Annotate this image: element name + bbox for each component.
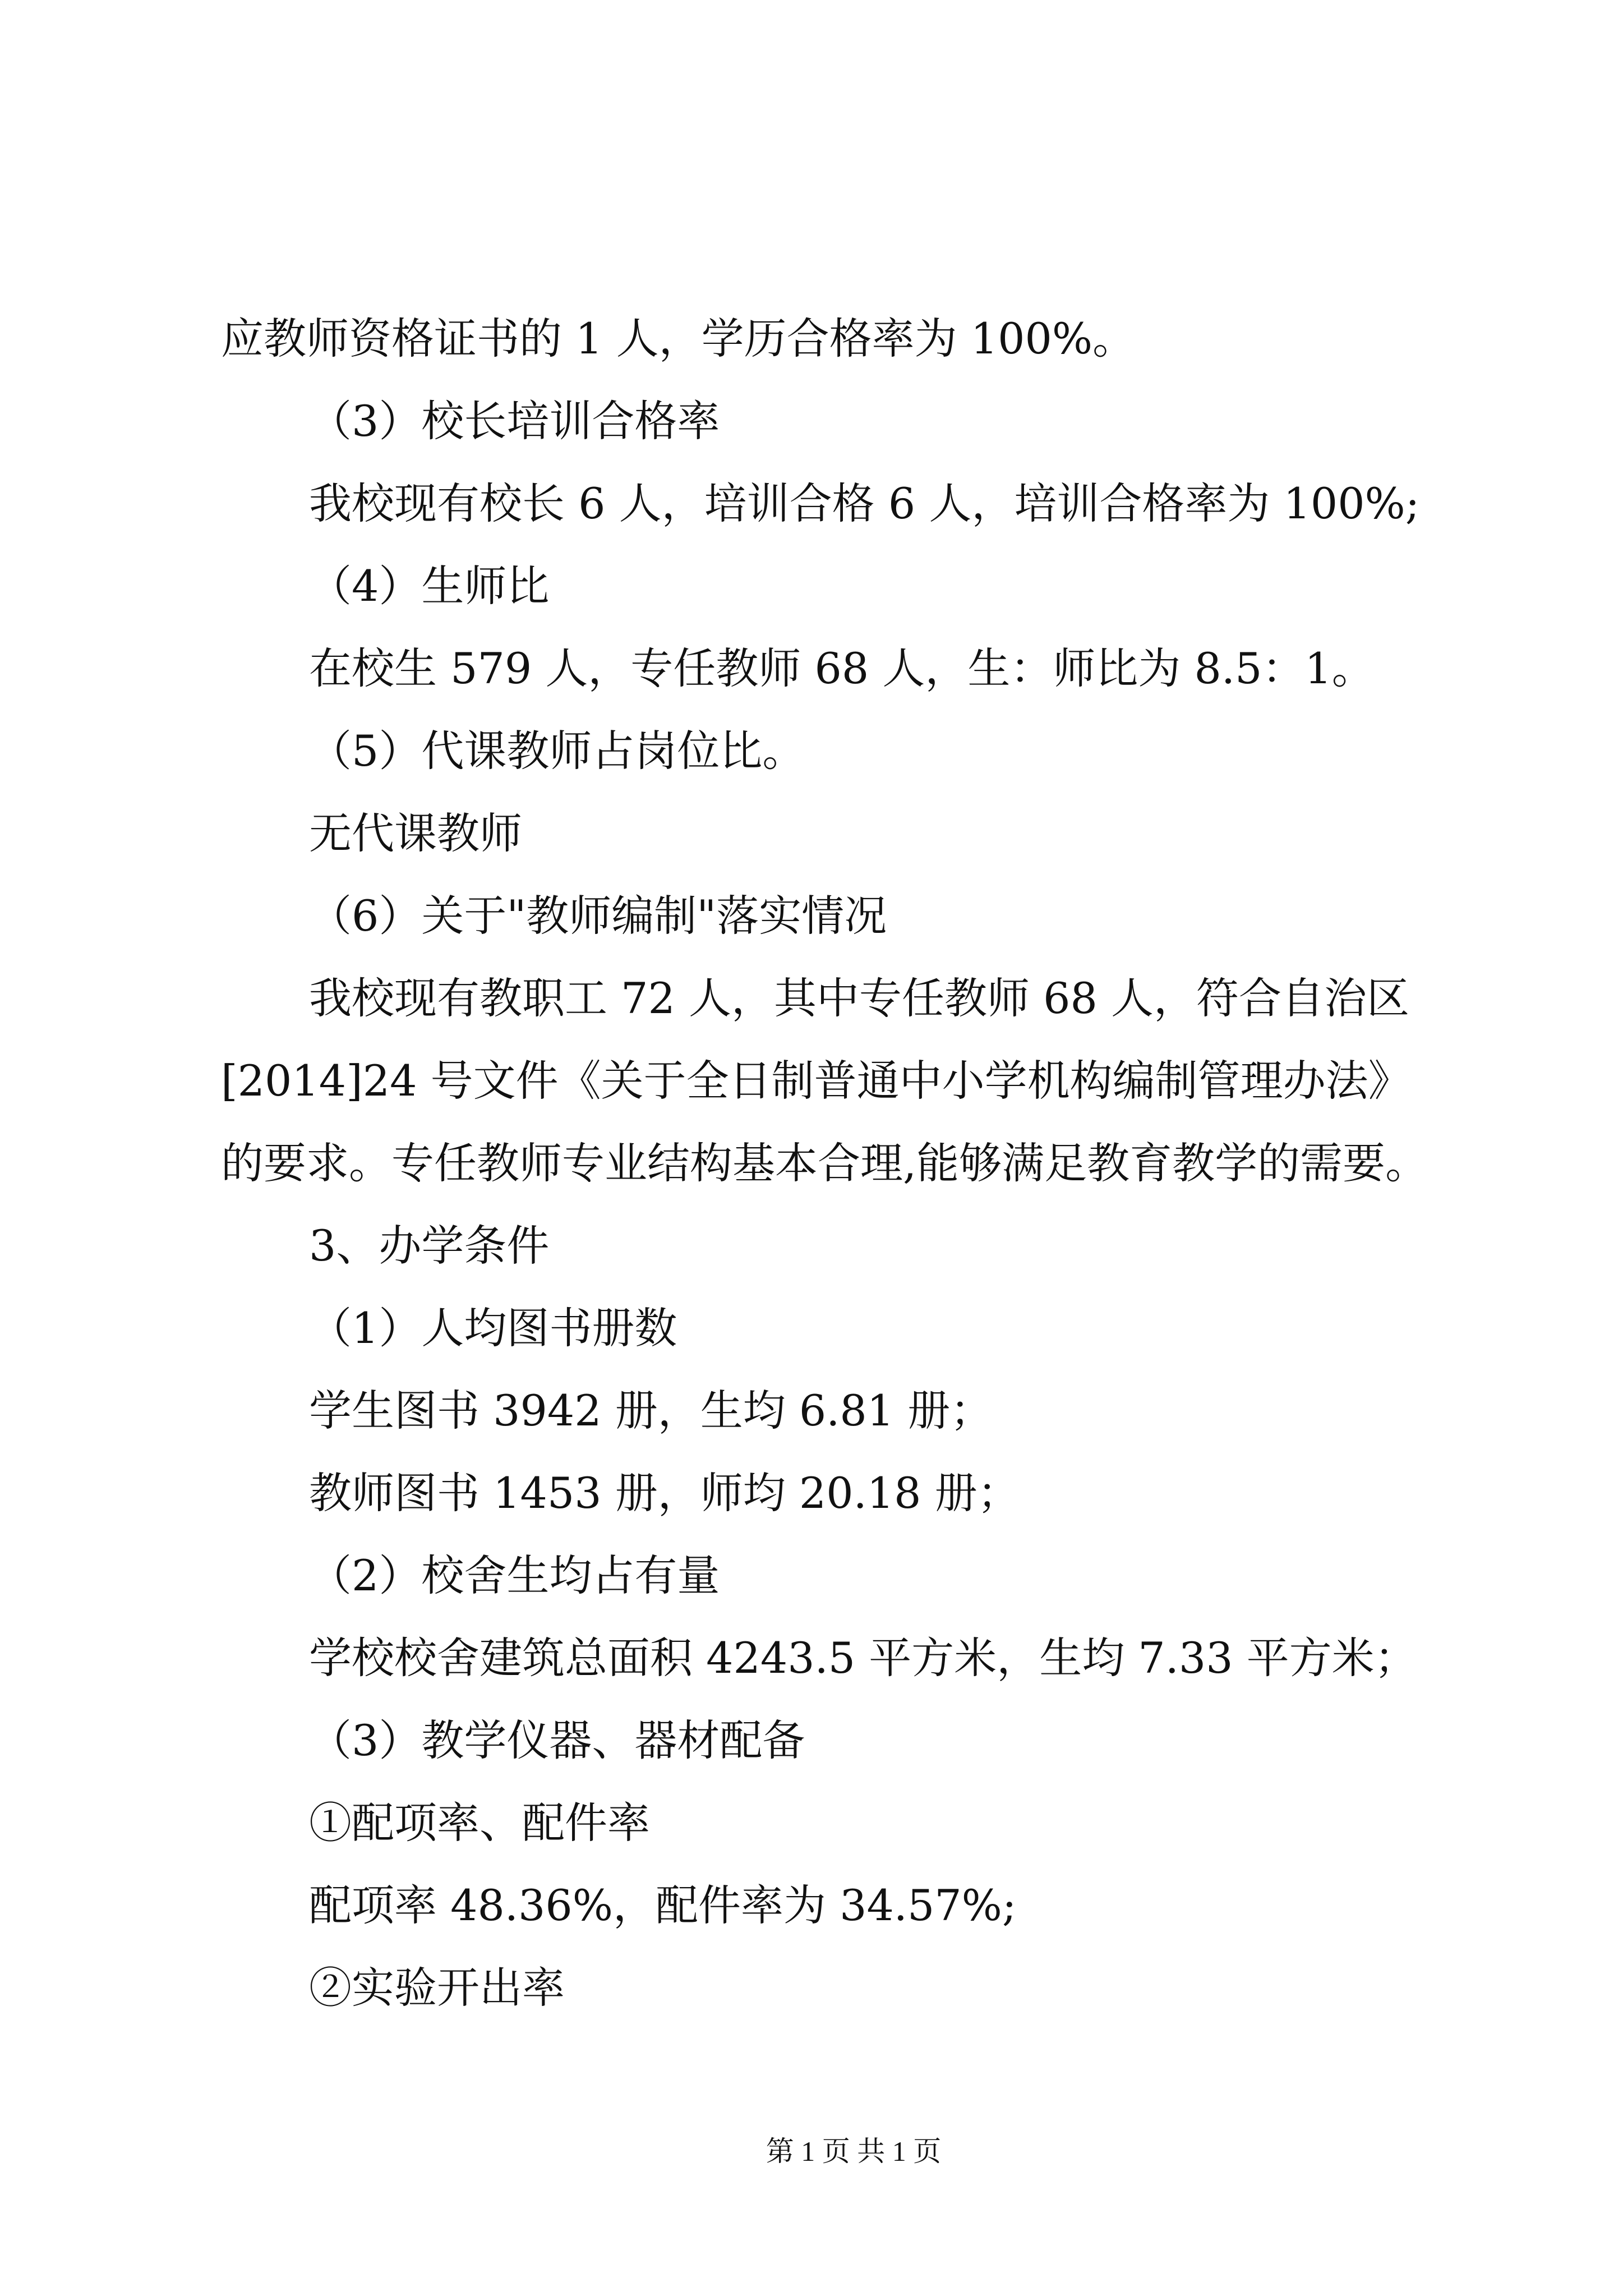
subsection-heading: ②实验开出率	[309, 1963, 565, 2013]
section-heading: （3）校长培训合格率	[309, 396, 720, 446]
paragraph-line: 学生图书 3942 册，生均 6.81 册；	[309, 1386, 993, 1435]
paragraph-line: [2014]24 号文件《关于全日制普通中小学机构编制管理办法》	[221, 1056, 1411, 1106]
paragraph-line: 无代课教师	[309, 808, 522, 858]
paragraph-line: 学校校舍建筑总面积 4243.5 平方米，生均 7.33 平方米；	[309, 1633, 1417, 1683]
section-heading: （6）关于"教师编制"落实情况	[309, 891, 887, 941]
section-heading: （4）生师比	[309, 561, 550, 611]
section-heading: （3）教学仪器、器材配备	[309, 1715, 805, 1765]
paragraph-line: 教师图书 1453 册，师均 20.18 册；	[309, 1468, 1020, 1518]
paragraph-line: 我校现有教职工 72 人，其中专任教师 68 人，符合自治区	[309, 973, 1410, 1023]
section-heading: （2）校舍生均占有量	[309, 1550, 720, 1600]
subsection-heading: ①配项率、配件率	[309, 1798, 650, 1848]
paragraph-line: 应教师资格证书的 1 人，学历合格率为 100%。	[221, 314, 1136, 364]
document-body	[221, 297, 1455, 2029]
paragraph-line: 配项率 48.36%，配件率为 34.57%;	[309, 1880, 1017, 1930]
page-number-footer: 第 1 页 共 1 页	[766, 2136, 942, 2167]
paragraph-line: 我校现有校长 6 人，培训合格 6 人，培训合格率为 100%;	[309, 478, 1420, 528]
section-heading: 3、办学条件	[309, 1221, 550, 1271]
paragraph-line: 的要求。专任教师专业结构基本合理,能够满足教育教学的需要。	[221, 1138, 1428, 1188]
paragraph-line: 在校生 579 人，专任教师 68 人，生：师比为 8.5：1。	[309, 643, 1375, 693]
section-heading: （5）代课教师占岗位比。	[309, 726, 805, 776]
section-heading: （1）人均图书册数	[309, 1303, 677, 1353]
